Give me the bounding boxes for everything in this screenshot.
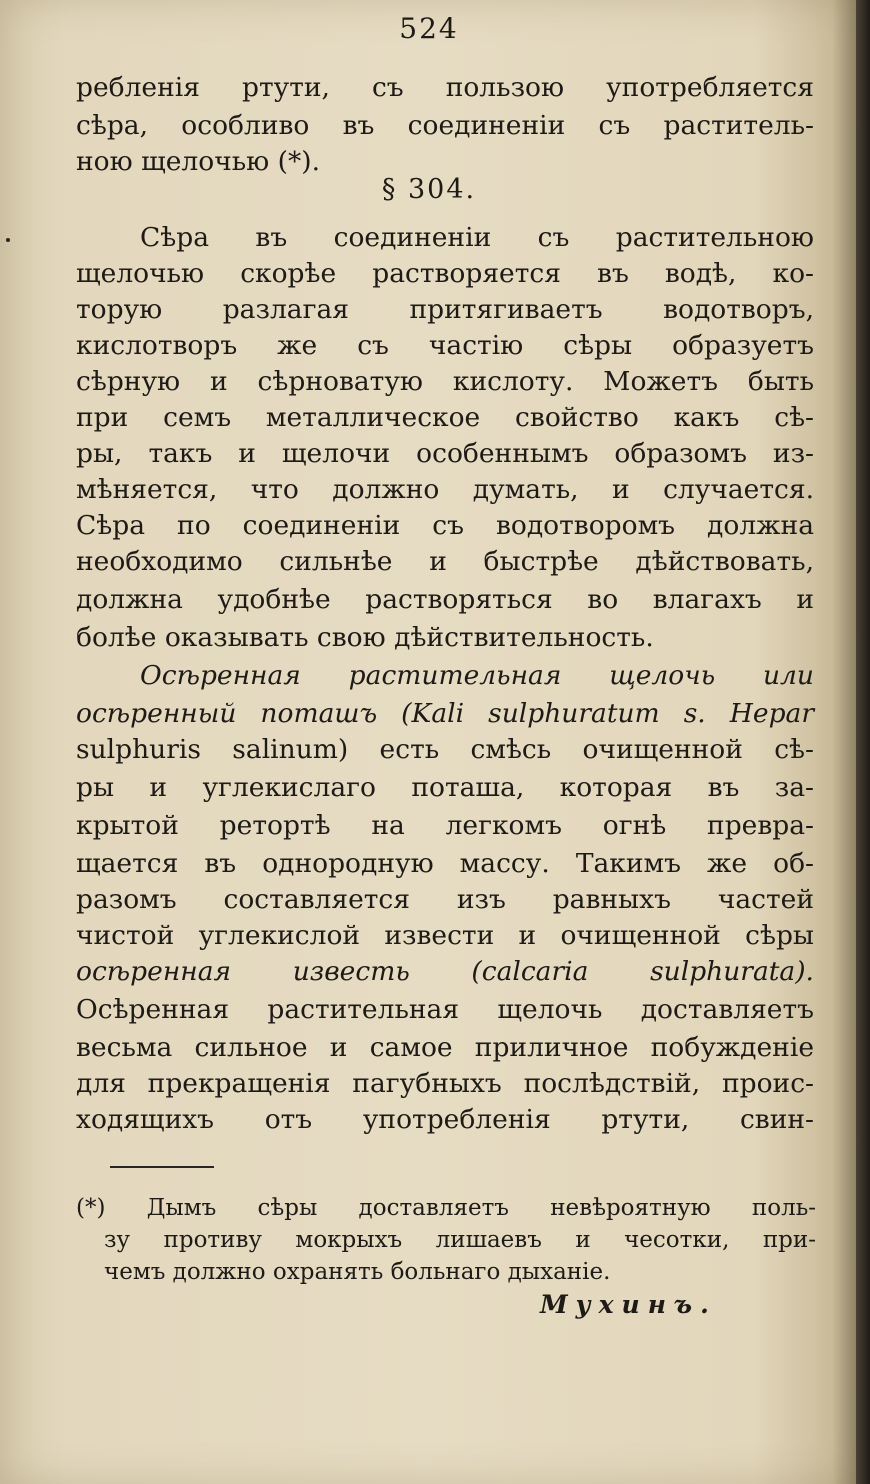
text-line: болѣе оказывать свою дѣйствительность. <box>76 622 654 653</box>
text-line: крытой ретортѣ на легкомъ огнѣ превра- <box>76 810 814 841</box>
text-line: ною щелочью (*). <box>76 146 321 177</box>
text-line: сѣра, особливо въ соединеніи съ раститель- <box>76 110 814 141</box>
text-line: ры и углекислаго поташа, которая въ за- <box>76 772 814 803</box>
text-line: осѣренная известь (calcaria sulphurata). <box>76 956 814 987</box>
text-line: мѣняется, что должно думать, и случается. <box>76 474 814 505</box>
text-line: ходящихъ отъ употребленія ртути, свин- <box>76 1104 814 1135</box>
footnote-line: (*) Дымъ сѣры доставляетъ невѣроятную поль- <box>76 1195 816 1221</box>
text-line: Осѣренная растительная щелочь доставляетъ <box>76 994 814 1025</box>
text-line: кислотворъ же съ частію сѣры образуетъ <box>76 330 814 361</box>
text-line: щелочью скорѣе растворяется въ водѣ, ко- <box>76 258 814 289</box>
text-line: необходимо сильнѣе и быстрѣе дѣйствовать, <box>76 546 814 577</box>
text-line: sulphuris salinum) есть смѣсь очищенной сѣ- <box>76 734 814 765</box>
footnote-line: чемъ должно охранять больнаго дыханіе. <box>104 1259 611 1285</box>
text-line: весьма сильное и самое приличное побужденіе <box>76 1032 814 1063</box>
page-number: 524 <box>399 12 459 45</box>
text-line: осѣренный поташъ (Kali sulphuratum s. Hepar <box>76 698 814 729</box>
text-line: Сѣра по соединеніи съ водотворомъ должна <box>76 510 814 541</box>
text-line: ребленія ртути, съ пользою употребляется <box>76 72 814 103</box>
text-line: разомъ составляется изъ равныхъ частей <box>76 884 814 915</box>
text-line: при семъ металлическое свойство какъ сѣ- <box>76 402 814 433</box>
text-line: должна удобнѣе растворяться во влагахъ и <box>76 584 814 615</box>
section-heading: § 304. <box>381 174 477 205</box>
margin-mark <box>6 238 10 242</box>
footnote-signature: Мухинъ. <box>540 1290 717 1319</box>
page-edge <box>856 0 870 1484</box>
text-line: Осѣренная растительная щелочь или <box>140 660 814 691</box>
footnote-line: зу противу мокрыхъ лишаевъ и чесотки, при- <box>104 1227 816 1253</box>
text-line: щается въ однородную массу. Такимъ же об- <box>76 848 814 879</box>
text-line: чистой углекислой извести и очищенной сѣры <box>76 920 814 951</box>
footnote-rule <box>110 1166 214 1168</box>
text-line: ры, такъ и щелочи особеннымъ образомъ из- <box>76 438 814 469</box>
text-line: для прекращенія пагубныхъ послѣдствій, проис- <box>76 1068 814 1099</box>
text-line: сѣрную и сѣрноватую кислоту. Можетъ быть <box>76 366 814 397</box>
text-line: Сѣра въ соединеніи съ растительною <box>140 222 814 253</box>
text-line: торую разлагая притягиваетъ водотворъ, <box>76 294 814 325</box>
